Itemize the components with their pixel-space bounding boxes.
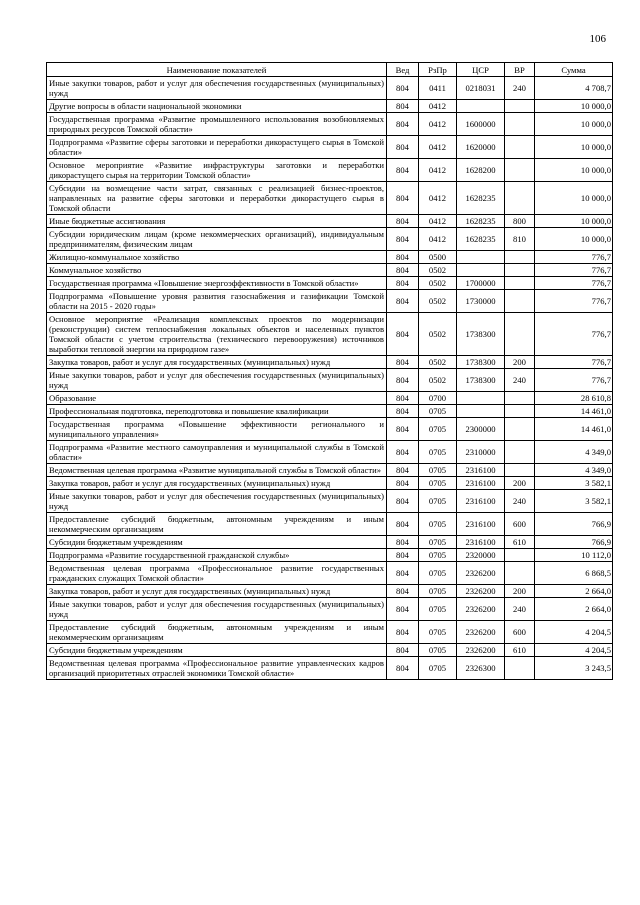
cell-name: Иные закупки товаров, работ и услуг для обеспечения государственных (муниципальных) нужд [47,598,387,621]
table-row [47,290,613,313]
cell-name: Закупка товаров, работ и услуг для государственных (муниципальных) нужд [47,356,387,369]
cell-rzpr: 0705 [419,621,457,644]
cell-rzpr: 0412 [419,159,457,182]
table-row [47,77,613,100]
cell-ved: 804 [387,490,419,513]
cell-csr: 1738300 [457,369,505,392]
table-row [47,264,613,277]
cell-sum: 4 204,5 [535,644,613,657]
cell-vr: 240 [505,369,535,392]
cell-csr: 2316100 [457,490,505,513]
table-row [47,313,613,356]
cell-ved: 804 [387,356,419,369]
cell-vr [505,392,535,405]
cell-csr: 1600000 [457,113,505,136]
cell-sum: 4 349,0 [535,441,613,464]
page-number: 106 [589,33,606,45]
column-header-csr: ЦСР [457,63,505,77]
table-row [47,113,613,136]
table-row [47,405,613,418]
cell-ved: 804 [387,159,419,182]
cell-rzpr: 0500 [419,251,457,264]
cell-ved: 804 [387,100,419,113]
cell-name: Субсидии бюджетным учреждениям [47,536,387,549]
cell-ved: 804 [387,644,419,657]
cell-rzpr: 0705 [419,585,457,598]
cell-ved: 804 [387,113,419,136]
column-header-sum: Сумма [535,63,613,77]
table-row [47,598,613,621]
column-header-ved: Вед [387,63,419,77]
cell-sum: 10 000,0 [535,113,613,136]
cell-ved: 804 [387,405,419,418]
cell-sum: 2 664,0 [535,598,613,621]
table-body [47,77,613,680]
table-row [47,182,613,215]
cell-sum: 10 000,0 [535,100,613,113]
cell-sum: 2 664,0 [535,585,613,598]
cell-sum: 776,7 [535,313,613,356]
cell-csr: 2316100 [457,536,505,549]
table-row [47,441,613,464]
table-row [47,477,613,490]
cell-csr: 2316100 [457,477,505,490]
cell-csr: 2316100 [457,513,505,536]
cell-csr: 2326200 [457,562,505,585]
cell-ved: 804 [387,228,419,251]
cell-ved: 804 [387,585,419,598]
cell-rzpr: 0705 [419,418,457,441]
cell-name: Основное мероприятие «Реализация комплексных проектов по модернизации (реконструкции) систем теплоснабжения локальных объектов и населенных пунктов Томской области с учетом строительства (технического перевооружения) источников выработки тепловой энергии на природном газе» [47,313,387,356]
cell-rzpr: 0705 [419,441,457,464]
cell-rzpr: 0412 [419,215,457,228]
cell-vr [505,405,535,418]
cell-vr: 600 [505,513,535,536]
cell-vr [505,264,535,277]
cell-csr: 2320000 [457,549,505,562]
cell-ved: 804 [387,313,419,356]
cell-rzpr: 0705 [419,562,457,585]
cell-rzpr: 0705 [419,657,457,680]
cell-rzpr: 0412 [419,228,457,251]
cell-sum: 10 000,0 [535,136,613,159]
table-row [47,392,613,405]
cell-name: Ведомственная целевая программа «Профессиональное развитие государственных гражданских служащих Томской области» [47,562,387,585]
cell-ved: 804 [387,513,419,536]
table-row [47,356,613,369]
cell-sum: 3 243,5 [535,657,613,680]
cell-name: Государственная программа «Развитие промышленного использования возобновляемых природных ресурсов Томской области» [47,113,387,136]
cell-name: Основное мероприятие «Развитие инфраструктуры заготовки и переработки дикорастущего сырья на территории Томской области» [47,159,387,182]
cell-name: Иные закупки товаров, работ и услуг для обеспечения государственных (муниципальных) нужд [47,369,387,392]
budget-table [46,62,613,680]
cell-ved: 804 [387,290,419,313]
cell-vr [505,159,535,182]
cell-name: Подпрограмма «Развитие государственной гражданской службы» [47,549,387,562]
cell-csr: 2326200 [457,621,505,644]
cell-vr [505,549,535,562]
table-row [47,251,613,264]
cell-sum: 4 204,5 [535,621,613,644]
table-row [47,490,613,513]
column-header-rzpr: РзПр [419,63,457,77]
cell-csr: 0218031 [457,77,505,100]
cell-ved: 804 [387,182,419,215]
table-row [47,277,613,290]
cell-name: Государственная программа «Повышение эффективности регионального и муниципального управления» [47,418,387,441]
cell-rzpr: 0502 [419,356,457,369]
cell-rzpr: 0705 [419,549,457,562]
column-header-name: Наименование показателей [47,63,387,77]
table-row [47,549,613,562]
cell-sum: 776,7 [535,264,613,277]
cell-vr [505,418,535,441]
cell-sum: 4 708,7 [535,77,613,100]
cell-vr [505,136,535,159]
cell-vr [505,100,535,113]
cell-ved: 804 [387,657,419,680]
cell-rzpr: 0411 [419,77,457,100]
cell-sum: 776,7 [535,251,613,264]
cell-ved: 804 [387,77,419,100]
cell-name: Государственная программа «Повышение энергоэффективности в Томской области» [47,277,387,290]
cell-vr [505,441,535,464]
cell-vr: 240 [505,77,535,100]
cell-rzpr: 0502 [419,264,457,277]
cell-name: Подпрограмма «Развитие местного самоуправления и муниципальной службы в Томской области» [47,441,387,464]
cell-ved: 804 [387,536,419,549]
cell-name: Закупка товаров, работ и услуг для государственных (муниципальных) нужд [47,477,387,490]
cell-rzpr: 0412 [419,100,457,113]
table-row [47,136,613,159]
cell-sum: 28 610,8 [535,392,613,405]
cell-ved: 804 [387,621,419,644]
cell-sum: 14 461,0 [535,418,613,441]
table-row [47,621,613,644]
cell-rzpr: 0705 [419,644,457,657]
cell-csr: 1738300 [457,313,505,356]
table-row [47,228,613,251]
cell-csr: 2310000 [457,441,505,464]
table-row [47,562,613,585]
cell-csr: 2326300 [457,657,505,680]
table-row [47,215,613,228]
cell-vr [505,464,535,477]
cell-sum: 10 000,0 [535,182,613,215]
cell-rzpr: 0412 [419,182,457,215]
cell-ved: 804 [387,264,419,277]
cell-rzpr: 0705 [419,464,457,477]
table-row [47,369,613,392]
cell-name: Закупка товаров, работ и услуг для государственных (муниципальных) нужд [47,585,387,598]
cell-name: Предоставление субсидий бюджетным, автономным учреждениям и иным некоммерческим организациям [47,513,387,536]
cell-csr: 1738300 [457,356,505,369]
cell-ved: 804 [387,441,419,464]
cell-csr: 1700000 [457,277,505,290]
cell-sum: 10 000,0 [535,159,613,182]
cell-sum: 6 868,5 [535,562,613,585]
cell-rzpr: 0412 [419,113,457,136]
cell-vr [505,251,535,264]
cell-name: Профессиональная подготовка, переподготовка и повышение квалификации [47,405,387,418]
cell-vr: 200 [505,356,535,369]
cell-csr [457,100,505,113]
cell-name: Ведомственная целевая программа «Профессиональное развитие управленческих кадров организаций приоритетных отраслей экономики Томской области» [47,657,387,680]
cell-vr: 240 [505,490,535,513]
cell-sum: 766,9 [535,513,613,536]
cell-sum: 14 461,0 [535,405,613,418]
cell-ved: 804 [387,369,419,392]
table-row [47,657,613,680]
cell-vr: 240 [505,598,535,621]
cell-vr: 800 [505,215,535,228]
cell-csr: 2326200 [457,644,505,657]
cell-rzpr: 0502 [419,277,457,290]
cell-vr: 600 [505,621,535,644]
cell-csr: 2326200 [457,585,505,598]
column-header-vr: ВР [505,63,535,77]
cell-name: Субсидии на возмещение части затрат, связанных с реализацией бизнес-проектов, направленных на развитие сферы заготовки и переработки дикорастущего сырья в Томской области [47,182,387,215]
cell-ved: 804 [387,215,419,228]
cell-rzpr: 0502 [419,369,457,392]
cell-vr [505,313,535,356]
table-row [47,644,613,657]
cell-name: Коммунальное хозяйство [47,264,387,277]
cell-name: Образование [47,392,387,405]
cell-rzpr: 0705 [419,477,457,490]
cell-csr: 2326200 [457,598,505,621]
cell-name: Иные бюджетные ассигнования [47,215,387,228]
cell-sum: 776,7 [535,356,613,369]
cell-rzpr: 0412 [419,136,457,159]
cell-vr: 610 [505,644,535,657]
cell-csr: 1628200 [457,159,505,182]
cell-sum: 776,7 [535,277,613,290]
cell-sum: 3 582,1 [535,490,613,513]
cell-csr: 1628235 [457,215,505,228]
cell-sum: 3 582,1 [535,477,613,490]
cell-ved: 804 [387,251,419,264]
table-row [47,100,613,113]
cell-csr: 1730000 [457,290,505,313]
cell-ved: 804 [387,477,419,490]
cell-sum: 10 000,0 [535,228,613,251]
cell-vr [505,657,535,680]
cell-name: Предоставление субсидий бюджетным, автономным учреждениям и иным некоммерческим организациям [47,621,387,644]
cell-rzpr: 0502 [419,290,457,313]
cell-rzpr: 0705 [419,598,457,621]
cell-vr [505,562,535,585]
cell-sum: 10 000,0 [535,215,613,228]
cell-csr [457,405,505,418]
cell-sum: 776,7 [535,290,613,313]
cell-name: Субсидии бюджетным учреждениям [47,644,387,657]
cell-csr: 2316100 [457,464,505,477]
cell-ved: 804 [387,277,419,290]
cell-csr [457,264,505,277]
table-row [47,513,613,536]
cell-csr: 1628235 [457,228,505,251]
cell-vr [505,290,535,313]
table-row [47,159,613,182]
table-row [47,536,613,549]
cell-ved: 804 [387,136,419,159]
cell-csr: 2300000 [457,418,505,441]
cell-vr: 200 [505,585,535,598]
table-row [47,585,613,598]
cell-sum: 766,9 [535,536,613,549]
cell-sum: 776,7 [535,369,613,392]
cell-name: Другие вопросы в области национальной экономики [47,100,387,113]
cell-sum: 10 112,0 [535,549,613,562]
cell-csr [457,392,505,405]
cell-csr: 1628235 [457,182,505,215]
cell-rzpr: 0705 [419,513,457,536]
table-header-row [47,63,613,77]
cell-name: Жилищно-коммунальное хозяйство [47,251,387,264]
cell-csr: 1620000 [457,136,505,159]
table-row [47,464,613,477]
cell-ved: 804 [387,562,419,585]
cell-name: Подпрограмма «Развитие сферы заготовки и переработки дикорастущего сырья в Томской области» [47,136,387,159]
cell-ved: 804 [387,464,419,477]
cell-rzpr: 0705 [419,536,457,549]
cell-vr: 810 [505,228,535,251]
cell-vr: 200 [505,477,535,490]
cell-vr [505,182,535,215]
table-row [47,418,613,441]
cell-ved: 804 [387,392,419,405]
cell-rzpr: 0700 [419,392,457,405]
cell-csr [457,251,505,264]
cell-vr [505,113,535,136]
cell-rzpr: 0502 [419,313,457,356]
cell-sum: 4 349,0 [535,464,613,477]
cell-vr: 610 [505,536,535,549]
cell-name: Иные закупки товаров, работ и услуг для обеспечения государственных (муниципальных) нужд [47,490,387,513]
cell-rzpr: 0705 [419,490,457,513]
cell-name: Субсидии юридическим лицам (кроме некоммерческих организаций), индивидуальным предпринимателям, физическим лицам [47,228,387,251]
cell-rzpr: 0705 [419,405,457,418]
cell-ved: 804 [387,549,419,562]
cell-vr [505,277,535,290]
cell-ved: 804 [387,598,419,621]
cell-ved: 804 [387,418,419,441]
cell-name: Подпрограмма «Повышение уровня развития газоснабжения и газификации Томской области на 2015 - 2020 годы» [47,290,387,313]
cell-name: Иные закупки товаров, работ и услуг для обеспечения государственных (муниципальных) нужд [47,77,387,100]
cell-name: Ведомственная целевая программа «Развитие муниципальной службы в Томской области» [47,464,387,477]
